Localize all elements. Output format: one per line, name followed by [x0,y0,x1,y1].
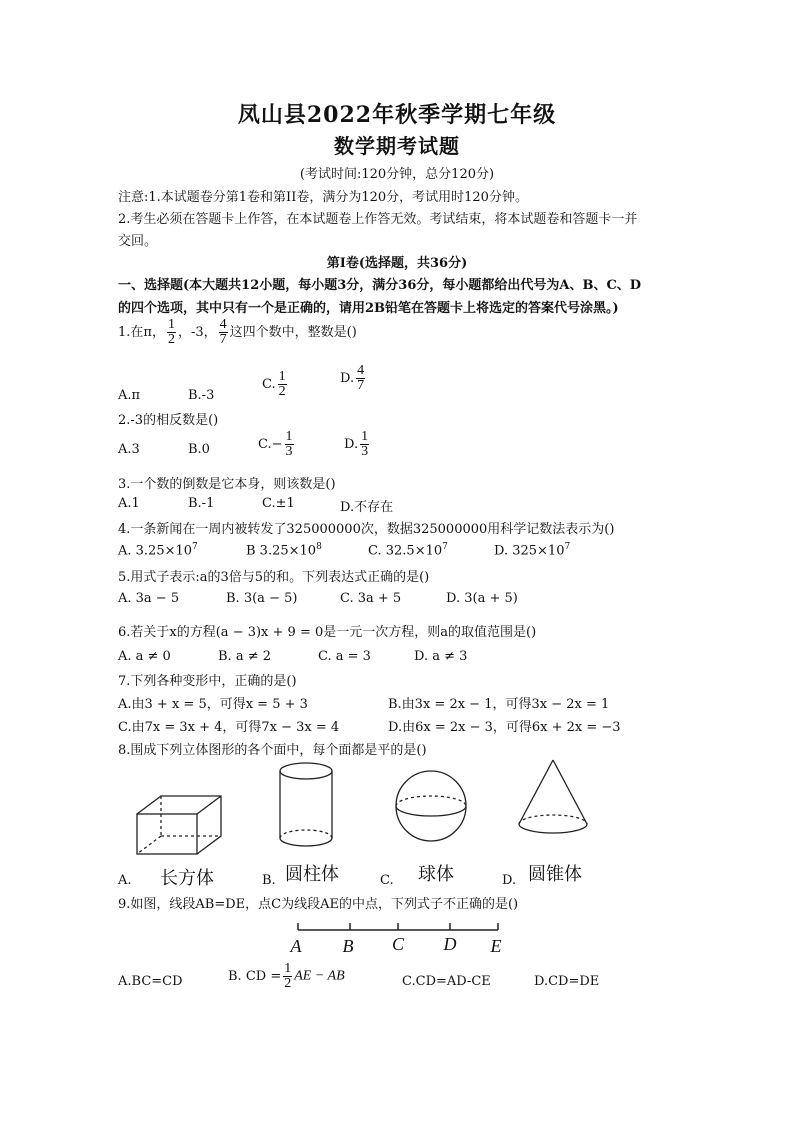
note-line-1: 注意:1.本试题卷分第1卷和第II卷，满分为120分，考试用时120分钟。 [118,190,528,205]
q8-option-d: D. [502,873,517,888]
q5-option-d: D. 3(a + 5) [446,591,518,606]
q5-option-a: A. 3a − 5 [118,591,180,606]
q8-label-cuboid: 长方体 [160,868,214,889]
q4-option-c: C. $32.5\times 10^7$ [368,542,448,559]
q9-option-d: D.CD=DE [534,974,600,989]
cuboid-figure [137,796,221,854]
q3-option-c: C.±1 [262,496,295,511]
sphere-figure [396,771,466,841]
exam-subtitle: 数学期考试题 [334,134,460,158]
note-line-2: 2.考生必须在答题卡上作答，在本试题卷上作答无效。考试结束，将本试题卷和答题卡一并 [118,212,638,227]
q4-option-d: D. $325\times 10^7$ [494,542,571,559]
part1-instruction-2: 的四个选项，其中只有一个是正确的，请用2B铅笔在答题卡上将选定的答案代号涂黑。) [118,301,619,316]
q1-fraction-1: $\frac{1}{2}$ [167,317,175,347]
q8-label-sphere: 球体 [418,864,454,885]
q2-option-a: A.3 [118,442,140,457]
q5-option-c: C. 3a + 5 [340,591,402,606]
q4-option-a: A. $3.25\times 10^7$ [118,542,198,559]
q1-stem-pre: 1.在π， [118,325,165,340]
q9-line-segment-figure [280,918,520,958]
part1-title: 第I卷(选择题，共36分) [326,256,468,271]
q8-label-cone: 圆锥体 [528,864,582,885]
q6-option-a: A. a ≠ 0 [118,649,171,664]
q3-stem: 3.一个数的倒数是它本身，则该数是() [118,477,336,492]
q9-option-a: A.BC=CD [118,974,183,989]
point-e-label: E [490,936,502,956]
q2-stem: 2.-3的相反数是() [118,413,219,428]
q7-stem: 7.下列各种变形中，正确的是() [118,674,297,689]
q1-option-a: A.π [118,388,141,403]
q3-option-d: D.不存在 [340,500,394,515]
q5-stem: 5.用式子表示:a的3倍与5的和。下列表达式正确的是() [118,570,430,585]
cone-figure [519,760,587,833]
point-b-label: B [342,936,354,956]
q8-option-a: A. [118,873,132,888]
part1-instruction-1: 一、选择题(本大题共12小题，每小题3分，满分36分，每小题都给出代号为A、B、C、D [118,278,642,293]
q7-option-b: B.由3x = 2x − 1，可得3x − 2x = 1 [388,697,610,712]
q8-label-cylinder: 圆柱体 [285,864,339,885]
q8-option-c: C. [380,873,394,888]
q4-option-b: B $3.25\times 10^8$ [246,542,322,559]
q1-option-d: D. $\frac{4}{7}$ [340,363,365,393]
q6-option-d: D. a ≠ 3 [414,649,468,664]
q1-fraction-2: $\frac{4}{7}$ [219,317,227,347]
q6-stem: 6.若关于x的方程(a − 3)x + 9 = 0是一元一次方程，则a的取值范围是() [118,625,537,640]
q4-stem: 4.一条新闻在一周内被转发了325000000次，数据325000000用科学记数法表示为() [118,522,615,537]
q1-option-b: B.-3 [188,388,215,403]
q1-stem-post: 这四个数中，整数是() [229,325,357,340]
exam-info: (考试时间:120分钟，总分120分) [299,167,495,182]
q1-option-c: C. $\frac{1}{2}$ [262,369,286,399]
point-a-label: A [290,936,302,956]
q3-option-a: A.1 [118,496,140,511]
q7-option-c: C.由7x = 3x + 4，可得7x − 3x = 4 [118,720,340,735]
q3-option-b: B.-1 [188,496,215,511]
q1-stem-mid: ，-3， [177,325,217,340]
note-line-3: 交回。 [118,234,158,249]
q8-stem: 8.围成下列立体图形的各个面中，每个面都是平的是() [118,743,427,758]
q9-option-b: B. CD = $\frac{1}{2}$ AE − AB [228,961,345,991]
q8-option-b: B. [262,873,276,888]
q6-option-c: C. a = 3 [318,649,371,664]
point-c-label: C [391,934,405,954]
q7-option-d: D.由6x = 2x − 3，可得6x + 2x = −3 [388,720,621,735]
cylinder-figure [280,763,332,846]
q2-option-b: B.0 [188,442,210,457]
exam-title: 凤山县2022年秋季学期七年级 [237,102,557,128]
q7-option-a: A.由3 + x = 5，可得x = 5 + 3 [118,697,308,712]
q9-option-c: C.CD=AD-CE [402,974,491,989]
q6-option-b: B. a ≠ 2 [218,649,271,664]
q2-option-d: D. $\frac{1}{3}$ [344,429,369,459]
point-d-label: D [443,934,457,954]
q9-stem: 9.如图，线段AB=DE，点C为线段AE的中点，下列式子不正确的是() [118,897,519,912]
q5-option-b: B. 3(a − 5) [226,591,298,606]
q2-option-c: C.− $\frac{1}{3}$ [258,429,293,459]
